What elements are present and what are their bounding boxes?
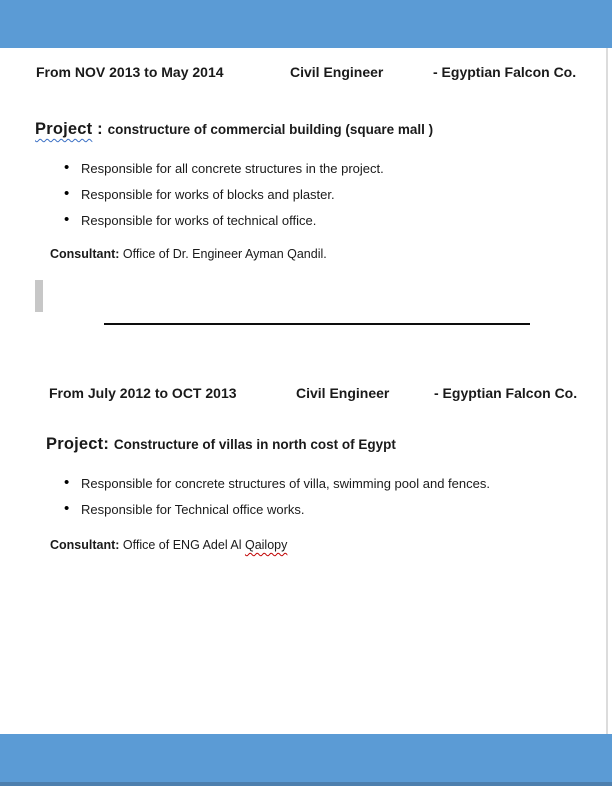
project-title: constructure of commercial building (square mall ): [107, 122, 434, 137]
project-2-heading: [46, 435, 396, 454]
responsibility-item: • Responsible for all concrete structures in the project.: [81, 161, 384, 177]
consultant-name: Office of ENG Adel Al: [119, 538, 245, 552]
responsibility-item: • Responsible for works of technical office.: [81, 213, 384, 229]
company-text: - Egyptian Falcon Co.: [433, 64, 577, 80]
role-text: Civil Engineer: [296, 385, 390, 401]
consultant-label: Consultant:: [50, 538, 120, 552]
consultant-1-line: [50, 247, 327, 261]
role-text: Civil Engineer: [290, 64, 384, 80]
project-1-heading: [35, 120, 433, 139]
section-divider-line: [104, 323, 530, 325]
top-banner: [0, 0, 612, 48]
company-text: - Egyptian Falcon Co.: [434, 385, 578, 401]
responsibilities-2-list: [81, 476, 490, 528]
project-label: Project: [46, 435, 104, 453]
period-text: From NOV 2013 to May 2014: [36, 64, 224, 80]
responsibilities-1-list: [81, 161, 384, 239]
experience-2-header: [0, 385, 612, 403]
project-label-grammar-squiggle: Project: [35, 120, 93, 138]
responsibility-item: • Responsible for works of blocks and plaster.: [81, 187, 384, 203]
responsibility-item: • Responsible for Technical office works.: [81, 502, 490, 518]
responsibility-item: • Responsible for concrete structures of villa, swimming pool and fences.: [81, 476, 490, 492]
consultant-name: Office of Dr. Engineer Ayman Qandil.: [119, 247, 327, 261]
consultant-2-line: [50, 538, 287, 552]
experience-1-header: [0, 64, 612, 82]
project-label-separator: :: [103, 435, 114, 453]
period-text: From July 2012 to OCT 2013: [49, 385, 237, 401]
paragraph-selection-bar: [35, 280, 43, 312]
project-title: Constructure of villas in north cost of Egypt: [113, 437, 396, 452]
consultant-label: Consultant:: [50, 247, 120, 261]
page-edge-line: [606, 48, 608, 734]
bottom-banner: [0, 734, 612, 786]
project-label-separator: :: [92, 120, 108, 138]
misspelled-word-spell-squiggle: Qailopy: [244, 538, 288, 552]
